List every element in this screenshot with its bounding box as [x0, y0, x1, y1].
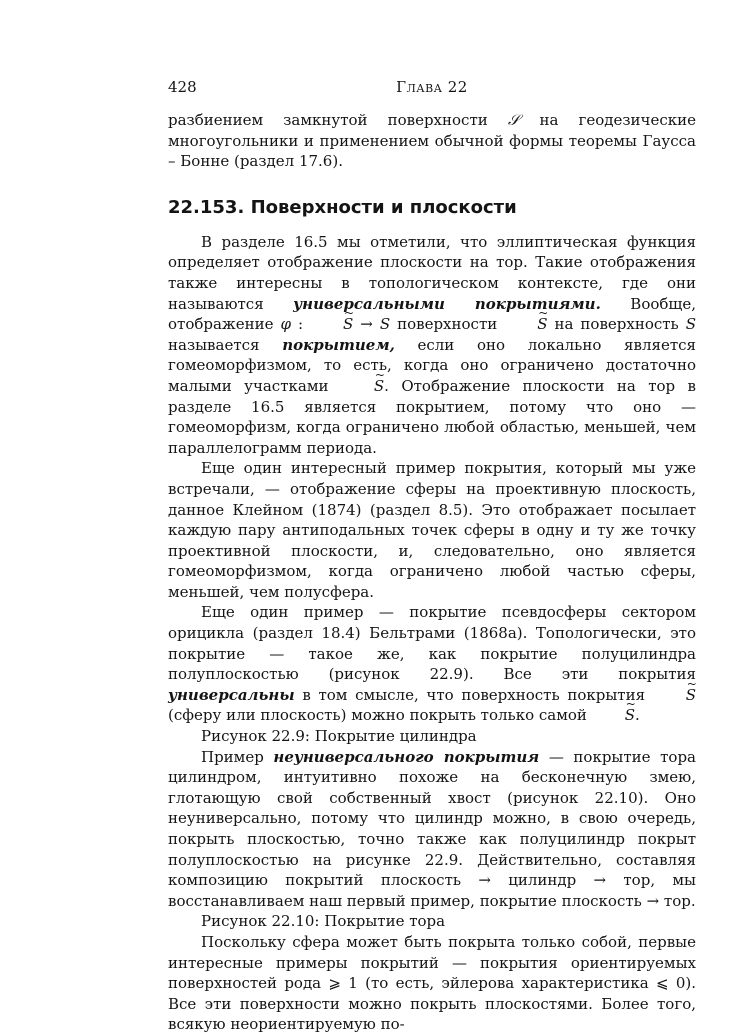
surface-symbol: 𝒮: [507, 111, 520, 129]
term-covering: покрытием,: [282, 335, 395, 354]
math-s-tilde: ~ S: [341, 376, 384, 397]
running-head: Глава 22: [396, 78, 468, 96]
text-run: разбиением замкнутой поверхности: [168, 111, 508, 129]
paragraph-1: [168, 232, 696, 459]
intro-paragraph: [168, 110, 696, 172]
math-s-tilde: ~ S: [653, 685, 696, 706]
page-body: [168, 110, 696, 1035]
math-arrow: →: [353, 315, 380, 334]
text-run: — покрытие тора цилиндром, интуитивно похоже на бесконечную змею, глотающую свой собственный хвост (рисунок 22.10). Оно неуниверсально, потому что цилиндр можно, в свою очередь, покрыть плоскостью, точно также как полуцилиндр покрыт полуплоскостью на рисунке 22.9. Действительно, составляя композицию покрытий плоскость → цилиндр → тор, мы восстанавливаем наш первый пример, покрытие плоскость → тор.: [168, 747, 696, 910]
text-run: (сферу или плоскость) можно покрыть только самой: [168, 706, 592, 725]
text-run: Пример: [201, 747, 274, 766]
math-s-tilde: ~ S: [592, 705, 635, 726]
paragraph-3: [168, 602, 696, 726]
text-run: . Отображение плоскости на тор в разделе 16.5 является покрытием, потому что оно — гомеоморфизм, когда ограничено любой областью, меньшей, чем параллелограмм периода.: [168, 376, 696, 457]
text-run: Еще один пример — покрытие псевдосферы сектором орицикла (раздел 18.4) Бельтрами (1868a). Топологически, это покрытие — такое же, как покрытие полуцилиндра полуплоскостью (рисунок 22.9). Все эти покрытия: [168, 603, 696, 684]
math-s: S: [379, 315, 391, 334]
math-s-tilde: ~ S: [310, 314, 353, 335]
paragraph-2: Еще один интересный пример покрытия, который мы уже встречали, — отображение сферы на проективную плоскость, данное Клейном (1874) (раздел 8.5). Это отображает посылает каждую пару антиподальных точек сферы в одну и ту же точку проективной плоскости, и, следовательно, оно является гомеоморфизмом, когда ограничено любой частью сферы, меньшей, чем полусфера.: [168, 459, 696, 601]
text-run: поверхности: [390, 315, 505, 334]
page-number: 428: [168, 78, 197, 96]
figure-caption-22-10: Рисунок 22.10: Покрытие тора: [201, 912, 446, 931]
math-phi: φ: [280, 315, 291, 334]
section-title: 22.153. Поверхности и плоскости: [168, 196, 517, 218]
paragraph-5: Поскольку сфера может быть покрыта только собой, первые интересные примеры покрытий — покрытия ориентируемых поверхностей рода ⩾ 1 (то есть, эйлерова характеристика ⩽ 0). Все эти поверхности можно покрыть плоскостями. Более того, всякую неориентируемую по-: [168, 932, 696, 1034]
paragraph-4: [168, 747, 696, 912]
term-non-universal-covering: неуниверсального покрытия: [273, 747, 540, 766]
text-run: если оно локально является гомеоморфизмом, то есть, когда оно ограничено достаточно малыми участками: [168, 335, 696, 395]
term-universal-coverings: универсальными покрытиями.: [293, 294, 601, 313]
text-run: называется: [168, 335, 283, 354]
text-run: на геодезические многоугольники и применением обычной формы теоремы Гаусса – Бонне (раздел 17.6).: [168, 111, 696, 171]
math-colon: :: [290, 315, 311, 334]
text-run: В разделе 16.5 мы отметили, что эллиптическая функция определяет отображение плоскости на тор. Такие отображения также интересны в топологическом контексте, где они называются: [168, 232, 696, 313]
page-header: [168, 78, 696, 100]
text-run: на поверхность: [547, 315, 686, 334]
text-run: в том смысле, что поверхность покрытия: [294, 685, 653, 704]
math-s: S: [685, 315, 696, 334]
figure-caption-22-9: Рисунок 22.9: Покрытие цилиндра: [201, 727, 477, 746]
term-universal: универсальны: [168, 685, 295, 704]
math-s-tilde: ~ S: [504, 314, 547, 335]
text-run: Вообще, отображение: [168, 294, 696, 334]
text-run: .: [634, 706, 640, 725]
